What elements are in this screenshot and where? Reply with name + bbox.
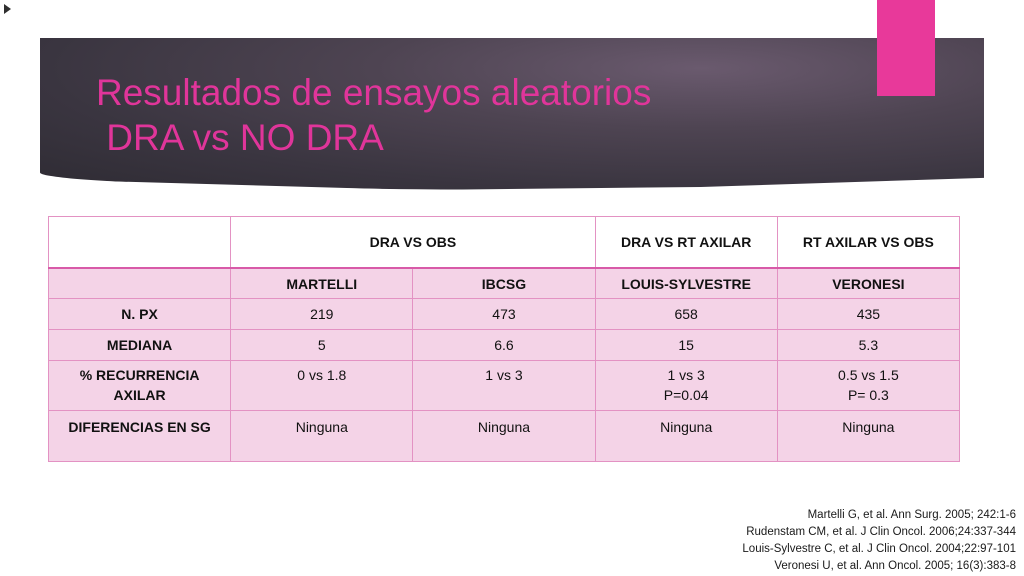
study-cell-empty: [49, 268, 231, 299]
references: [742, 507, 1016, 575]
reference-line: Rudenstam CM, et al. J Clin Oncol. 2006;24:337-344: [746, 526, 1016, 538]
study-cell: VERONESI: [777, 268, 959, 299]
header-cell-dra-vs-rt: DRA VS RT AXILAR: [595, 217, 777, 269]
results-table: [48, 216, 960, 462]
reference-line: Louis-Sylvestre C, et al. J Clin Oncol. 2004;22:97-101: [742, 543, 1016, 555]
study-cell: MARTELLI: [231, 268, 413, 299]
table-cell: Ninguna: [777, 411, 959, 462]
table-row: [49, 299, 960, 330]
row-label: DIFERENCIAS EN SG: [49, 411, 231, 462]
table-cell: 1 vs 3 P=0.04: [595, 361, 777, 411]
table-cell: 6.6: [413, 330, 595, 361]
row-label: % RECURRENCIA AXILAR: [49, 361, 231, 411]
row-label: MEDIANA: [49, 330, 231, 361]
table-row: [49, 411, 960, 462]
table-study-row: [49, 268, 960, 299]
accent-tab: [877, 0, 935, 96]
arrow-bullet-icon: [4, 4, 11, 14]
table-cell: 5.3: [777, 330, 959, 361]
table-group-header-row: [49, 217, 960, 269]
header-cell-dra-vs-obs: DRA VS OBS: [231, 217, 595, 269]
table-cell: 435: [777, 299, 959, 330]
table-cell: 0.5 vs 1.5 P= 0.3: [777, 361, 959, 411]
table-row: [49, 361, 960, 411]
slide-title: Resultados de ensayos aleatorios DRA vs NO DRA: [96, 72, 652, 158]
header-cell-empty: [49, 217, 231, 269]
study-cell: IBCSG: [413, 268, 595, 299]
row-label: N. PX: [49, 299, 231, 330]
table-cell: Ninguna: [595, 411, 777, 462]
table-cell: 5: [231, 330, 413, 361]
study-cell: LOUIS-SYLVESTRE: [595, 268, 777, 299]
table-cell: 658: [595, 299, 777, 330]
reference-line: Veronesi U, et al. Ann Oncol. 2005; 16(3):383-8: [774, 560, 1016, 572]
table-cell: 473: [413, 299, 595, 330]
header-cell-rt-vs-obs: RT AXILAR VS OBS: [777, 217, 959, 269]
table-cell: Ninguna: [231, 411, 413, 462]
table-cell: 0 vs 1.8: [231, 361, 413, 411]
reference-line: Martelli G, et al. Ann Surg. 2005; 242:1-6: [807, 509, 1016, 521]
table-cell: 15: [595, 330, 777, 361]
table-cell: 219: [231, 299, 413, 330]
table-cell: 1 vs 3: [413, 361, 595, 411]
table-row: [49, 330, 960, 361]
table-cell: Ninguna: [413, 411, 595, 462]
